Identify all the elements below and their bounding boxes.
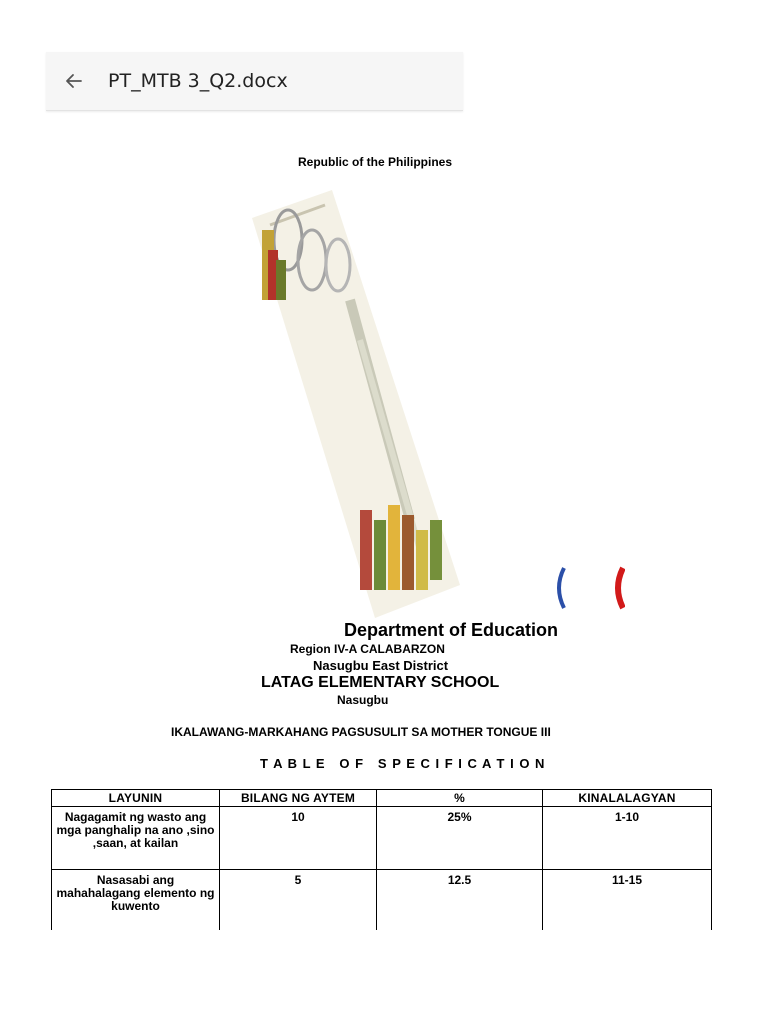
table-cell: Nagagamit ng wasto ang mga panghalip na ano ,sino ,saan, at kailan [52, 807, 220, 870]
table-header-row [52, 790, 712, 807]
table-row [52, 807, 712, 870]
department-line: Department of Education [344, 620, 559, 640]
municipality-line: Nasugbu [337, 693, 389, 707]
table-cell: 5 [220, 870, 377, 931]
column-header: BILANG NG AYTEM [220, 790, 377, 807]
exam-title: IKALAWANG-MARKAHANG PAGSUSULIT SA MOTHER TONGUE III [171, 725, 551, 739]
deped-seal-logo [554, 566, 566, 610]
table-heading: T A B L E O F S P E C I F I C A T I O N [260, 756, 546, 771]
region-line: Region IV-A CALABARZON [290, 642, 445, 656]
app-toolbar [46, 52, 463, 111]
table-cell: 1-10 [543, 807, 712, 870]
table-cell: 25% [377, 807, 543, 870]
table-cell: Nasasabi ang mahahalagang elemento ng kuwento [52, 870, 220, 931]
arrow-left-icon [64, 71, 84, 91]
column-header: % [377, 790, 543, 807]
specification-table [51, 789, 712, 930]
header-banner-image [250, 190, 465, 620]
document-title: PT_MTB 3_Q2.docx [108, 70, 288, 92]
column-header: LAYUNIN [52, 790, 220, 807]
table-row [52, 870, 712, 931]
table-cell: 11-15 [543, 870, 712, 931]
table-cell: 10 [220, 807, 377, 870]
column-header: KINALALAGYAN [543, 790, 712, 807]
school-seal-logo [613, 566, 625, 610]
republic-line: Republic of the Philippines [298, 155, 453, 169]
table-cell: 12.5 [377, 870, 543, 931]
back-button[interactable] [54, 61, 94, 101]
district-line: Nasugbu East District [313, 658, 449, 673]
school-name: LATAG ELEMENTARY SCHOOL [261, 674, 500, 691]
